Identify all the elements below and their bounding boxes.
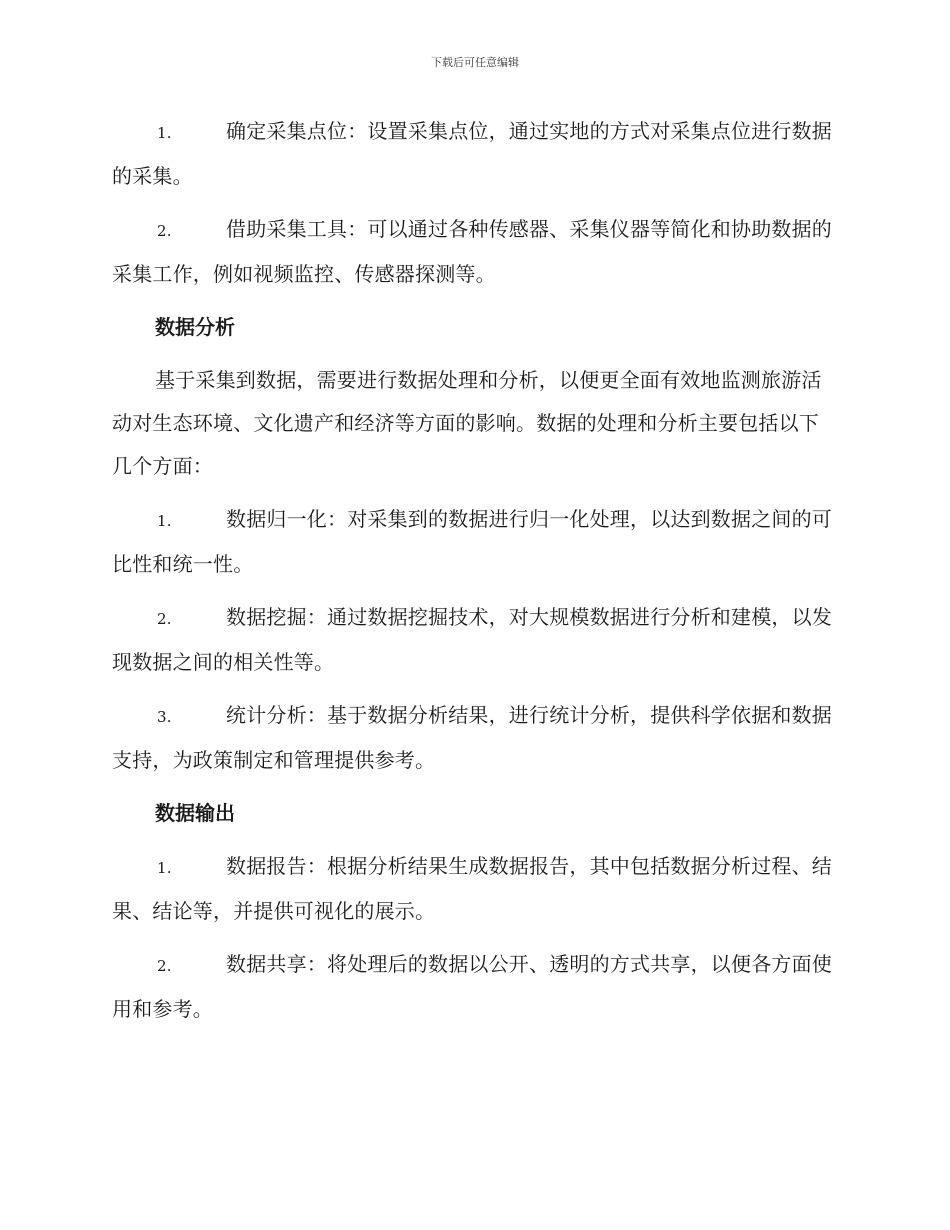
list-item	[112, 596, 834, 684]
page-header: 下载后可任意编辑	[431, 56, 519, 69]
analysis-paragraph: 基于采集到数据，需要进行数据处理和分析，以便更全面有效地监测旅游活动对生态环境、文化遗产和经济等方面的影响。数据的处理和分析主要包括以下几个方面：	[112, 368, 822, 478]
list-text: 借助采集工具：可以通过各种传感器、采集仪器等简化和协助数据的采集工作，例如视频监控、传感器探测等。	[112, 217, 832, 286]
list-number: 2.	[157, 222, 172, 240]
list-item	[112, 110, 834, 198]
list-item	[112, 845, 834, 933]
section-heading-output: 数据输出	[155, 801, 235, 825]
list-item	[112, 694, 834, 782]
list-text: 统计分析：基于数据分析结果，进行统计分析，提供科学依据和数据支持，为政策制定和管理提供参考。	[112, 703, 832, 772]
list-item	[112, 498, 834, 586]
list-number: 1.	[157, 512, 172, 530]
list-text: 数据归一化：对采集到的数据进行归一化处理，以达到数据之间的可比性和统一性。	[112, 507, 832, 576]
list-text: 数据报告：根据分析结果生成数据报告，其中包括数据分析过程、结果、结论等，并提供可视化的展示。	[112, 854, 832, 923]
list-number: 1.	[157, 124, 172, 142]
list-number: 2.	[157, 957, 172, 975]
document-body	[112, 110, 834, 1041]
list-number: 3.	[157, 708, 172, 726]
list-text: 确定采集点位：设置采集点位，通过实地的方式对采集点位进行数据的采集。	[112, 119, 832, 188]
list-text: 数据共享：将处理后的数据以公开、透明的方式共享，以便各方面使用和参考。	[112, 952, 832, 1021]
list-number: 1.	[157, 859, 172, 877]
list-text: 数据挖掘：通过数据挖掘技术，对大规模数据进行分析和建模，以发现数据之间的相关性等。	[112, 605, 832, 674]
list-item	[112, 943, 834, 1031]
list-item	[112, 208, 834, 296]
section-heading-analysis: 数据分析	[155, 315, 235, 339]
list-number: 2.	[157, 610, 172, 628]
